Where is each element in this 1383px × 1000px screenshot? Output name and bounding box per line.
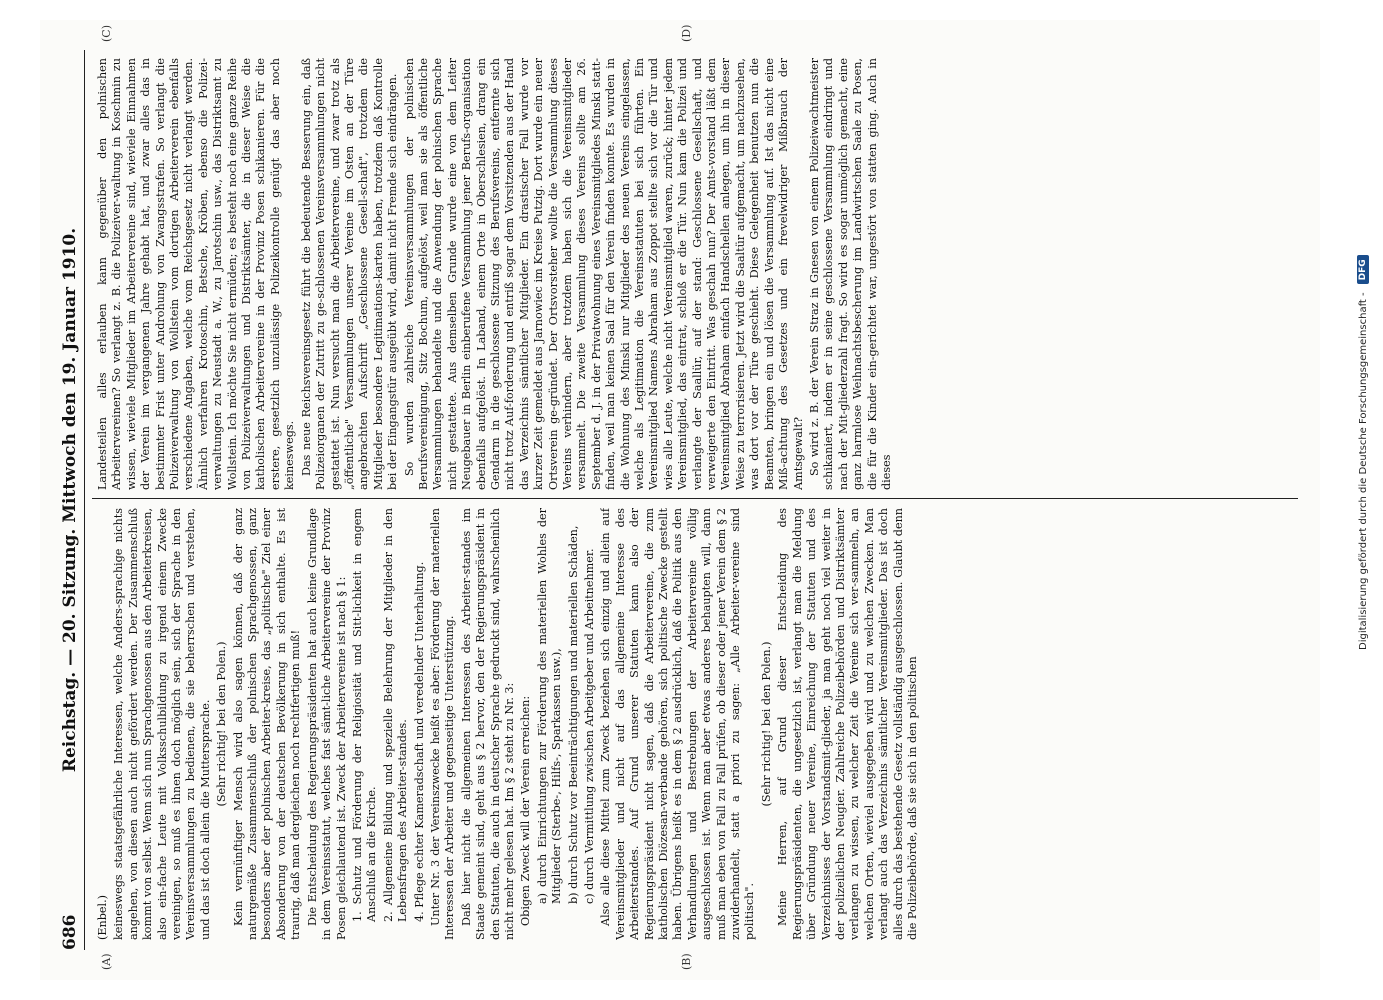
page-title: Reichstag. — 20. Sitzung. Mittwoch den 19. Januar 1910. xyxy=(60,227,80,773)
paragraph: Die Entscheidung des Regierungspräsidenten hat auch keine Grundlage in dem Vereinsstatut, welches fast sämt-liche Arbeitervereine der Provinz Posen gleichlautend ist. Zweck der Arbeitervereine ist nach § 1: xyxy=(305,508,348,940)
paragraph: Daß hier nicht die allgemeinen Interessen des Arbeiter-standes im Staate gemeint sind, geht aus § 2 hervor, den der Regierungspräsident in den Statuten, die auch in deutscher Sprache gedruckt sind, wahrscheinlich nicht mehr gelesen hat. Im § 2 steht zu Nr. 3: xyxy=(459,508,516,940)
paragraph: Also alle diese Mittel zum Zweck beziehen sich einzig und allein auf Vereinsmitglieder und nicht auf das allgemeine Interesse des Arbeiterstandes. Auf Grund unserer Statuten kann also der Regierungspräsident nicht sagen, daß die Arbeitervereine, die zum katholischen Diözesan-verbande gehören, sich politische Zwecke gestellt haben. Übrigens heißt es in dem § 2 ausdrücklich, daß die Politik aus den Verhandlungen und Bestrebungen der Arbeitervereine völlig ausgeschlossen ist. Wenn man aber etwas anderes behaupten will, dann muß man eben von Fall zu Fall prüfen, ob dieser oder jener Verein dem § 2 zuwiderhandelt, statt a priori zu sagen: „Alle Arbeiter-vereine sind politisch". xyxy=(599,508,757,940)
paragraph: keineswegs staatsgefährliche Interessen, welche Anders-sprachige nichts angehen, von diesen auch nicht gefördert werden. Der Zusammenschluß kommt von selbst. Wenn sich nun Sprachgenossen aus den Arbeiterkreisen, also ein-fache Leute mit Volksschulbildung zu irgend einem Zwecke vereinigen, so muß es ihnen doch möglich sein, sich der Sprache in den Vereinsversammlungen zu bedienen, die sie beherrschen und verstehen, und das ist doch allein die Muttersprache. xyxy=(112,508,212,940)
paragraph: a) durch Einrichtungen zur Förderung des materiellen Wohles der Mitglieder (Sterbe-, Hilfs-, Sparkassen usw.), xyxy=(535,508,564,904)
left-column xyxy=(96,508,1294,940)
paragraph: So wurden zahlreiche Vereinsversammlungen der polnischen Berufsvereinigung, Sitz Bochum, aufgelöst, weil man sie als öffentliche Versammlungen behandelte und die Anwendung der polnischen Sprache nicht gestattete. Aus demselben Grunde wurde eine von dem Leiter Neugebauer in Berlin einberufene Versammlung jener Berufs-organisation ebenfalls aufgelöst. In Laband, einem Orte in Oberschlesien, drang ein Gendarm in die geschlossene Sitzung des Berufsvereins, entfernte sich nicht trotz Auf-forderung und entriß sogar dem Vorsitzenden aus der Hand das Verzeichnis sämtlicher Mitglieder. Ein drastischer Fall wurde vor kurzer Zeit gemeldet aus Jarnowiec im Kreise Putzig. Dort wurde ein neuer Ortsverein ge-gründet. Der Ortsvorsteher wollte die Versammlung dieses Vereins verhindern, aber trotzdem haben sich die Vereinsmitglieder versammelt. Die zweite Versammlung dieses Vereins sollte am 26. September d. J. in der Privatwohnung eines Vereinsmitgliedes Minski statt-finden, weil man keinen Saal für den Verein finden konnte. Es wurden in die Wohnung des Minski nur Mitglieder des neuen Vereins eingelassen, welche als Legitimation die Vereinsstatuten bei sich führten. Ein Vereinsmitglied Namens Abraham aus Zoppot stellte sich vor die Tür und wies alle Leute, welche nicht Vereinsmitglied waren, zurück; hinter jedem Vereinsmitglied, das eintrat, schloß er die Tür. Nun kam die Polizei und verlangte der Saallür, auf der stand: Geschlossene Gesellschaft, und verweigerte den Eintritt. Was geschah nun? Der Amts-vorstand läßt dem Vereinsmitglied Abraham einfach Handschellen anlegen, um ihn in dieser Weise zu terrorisieren. Jetzt wird die Saaltür aufgemacht, um nachzusehen, was dort vor der Türe geschieht. Diese Gelegenheit benutzen nun die Beamten, bringen ein und lösen die Versammlung auf. Ist das nicht eine Miß-achtung des Gesetzes und ein frevelwidriger Mißbrauch der Amtsgewalt? xyxy=(402,58,805,490)
paragraph: Das neue Reichsvereinsgesetz führt die bedeutende Besserung ein, daß Polizeiorganen der Zutritt zu ge-schlossenen Vereinsversammlungen nicht gestattet ist. Nun versucht man die Arbeitervereine, und zwar trotz als „öffentliche" Versammlungen unserer Vereine im Osten an der Türe angebrachten Aufschrift „Geschlossene Gesell-schaft", trotzdem die Mitglieder besondere Legitimations-karten haben, trotzdem daß Kontrolle bei der Eingangstür ausgeübt wird, damit nicht Fremde sich eindrängen. xyxy=(299,58,400,490)
paragraph: So wird z. B. der Verein Straz in Gnesen von einem Polizeiwachtmeister schikaniert, indem er in seine geschlossene Versammlung eindringt und nach der Mit-gliederzahl fragt. So wird es sogar unmöglich gemacht, eine ganz harmlose Weihnachtsbescherung im Landwirtschen Saale zu Posen, die für die Kinder ein-gerichtet war, ungestört von statten ging. Auch in dieses xyxy=(807,58,893,490)
credit-text: Digitalisierung gefördert durch die Deutsche Forschungsgemeinschaft - xyxy=(1357,292,1369,650)
document-page xyxy=(40,20,1320,980)
dfg-logo: DFG xyxy=(1357,255,1369,284)
running-head xyxy=(58,50,85,950)
paragraph: Landesteilen alles erlauben kann gegenüber den polnischen Arbeitervereinen? So verlangt z. B. die Polizeiver-waltung in Koschmin zu wissen, wieviele Mitglieder im Arbeitervereine sind, wieviele Einnahmen der Verein im vergangenen Jahre gehabt hat, und zwar alles das in bestimmter Frist unter Androhung von Zwangsstrafen. So verlangt die Polizeiverwaltung von Wollstein vom dortigen Arbeiterverein ebenfalls verschiedene Angaben, welche vom Reichsgesetz nicht verlangt werden. Ähnlich verfahren Krotoschin, Betsche, Kröben, ebenso die Polizei-verwaltungen zu Neustadt a. W., zu Jarotschin usw., das Distriktsamt zu Wollstein. Ich möchte Sie nicht ermüden; es besteht noch eine ganze Reihe von Polizeiverwaltungen und Distriktsämter, die in dieser Weise die katholischen Arbeitervereine in der Provinz Posen schikanieren. Für die erstere, gesetzlich unzulässige Polizeikontrolle genügt das aber noch keineswegs. xyxy=(96,58,297,490)
paragraph: Obigen Zweck will der Verein erreichen: xyxy=(519,695,533,926)
paragraph: 4. Pflege echter Kameradschaft und veredelnder Unterhaltung. xyxy=(412,561,426,922)
paragraph: Kein vernünftiger Mensch wird also sagen können, daß der ganz naturgemäße Zusammenschluß der polnischen Sprachgenossen, ganz besonders aber der polnischen Arbeiter-kreise, das „politische" Ziel einer Absonderung von der deutschen Bevölkerung in sich enthalte. Es ist traurig, daß man dergleichen noch rechtfertigen muß! xyxy=(231,508,303,940)
paragraph: 1. Schutz und Förderung der Religiosität und Sitt-lichkeit in engem Anschluß an die Kirche. xyxy=(350,508,379,922)
interjection: (Sehr richtig! bei den Polen.) xyxy=(215,641,229,807)
paragraph: b) durch Schutz vor Beeinträchtigungen und materiellen Schäden, xyxy=(566,525,580,904)
margin-mark-d: (D) xyxy=(680,24,693,42)
digitization-credit xyxy=(1352,0,1374,1000)
paragraph: (Enbel.) xyxy=(96,894,109,940)
interjection: (Sehr richtig! bei den Polen.) xyxy=(759,641,773,807)
margin-mark-c: (C) xyxy=(100,25,113,42)
paragraph: Unter Nr. 3 der Vereinszwecke heißt es aber: Förderung der materiellen Interessen der Arbeiter und gegenseitige Unterstützung. xyxy=(428,508,457,940)
paragraph: Meine Herren, auf Grund dieser Entscheidung des Regierungspräsidenten, die ungesetzlich ist, verlangt man die Meldung über Gründung neuer Vereine, Einreichung der Statuten und des Verzeichnisses der Vorstandsmit-glieder, ja man geht noch viel weiter in der polizeilichen Neugier. Zahlreiche Polizeibehörden und Distriktsämter verlangen zu wissen, zu welcher Zeit die Vereine sich ver-sammeln, an welchen Orten, wieviel ausgegeben wird und zu welchen Zwecken. Man verlangt auch das Verzeichnis sämtlicher Vereinsmitglieder. Das ist doch alles durch das bestehende Gesetz vollständig ausgeschlossen. Glaubt denn die Polizeibehörde, daß sie sich in den politischen xyxy=(776,508,919,940)
paragraph: c) durch Vermittlung zwischen Arbeitgeber und Arbeitnehmer. xyxy=(583,548,596,904)
paragraph: 2. Allgemeine Bildung und spezielle Belehrung der Mitglieder in den Lebensfragen des Arbeiter-standes. xyxy=(381,508,410,922)
column-divider xyxy=(92,498,1298,499)
margin-mark-b: (B) xyxy=(680,953,693,970)
right-column xyxy=(96,58,1294,490)
page-number: 686 xyxy=(60,914,80,950)
margin-mark-a: (A) xyxy=(100,953,113,970)
